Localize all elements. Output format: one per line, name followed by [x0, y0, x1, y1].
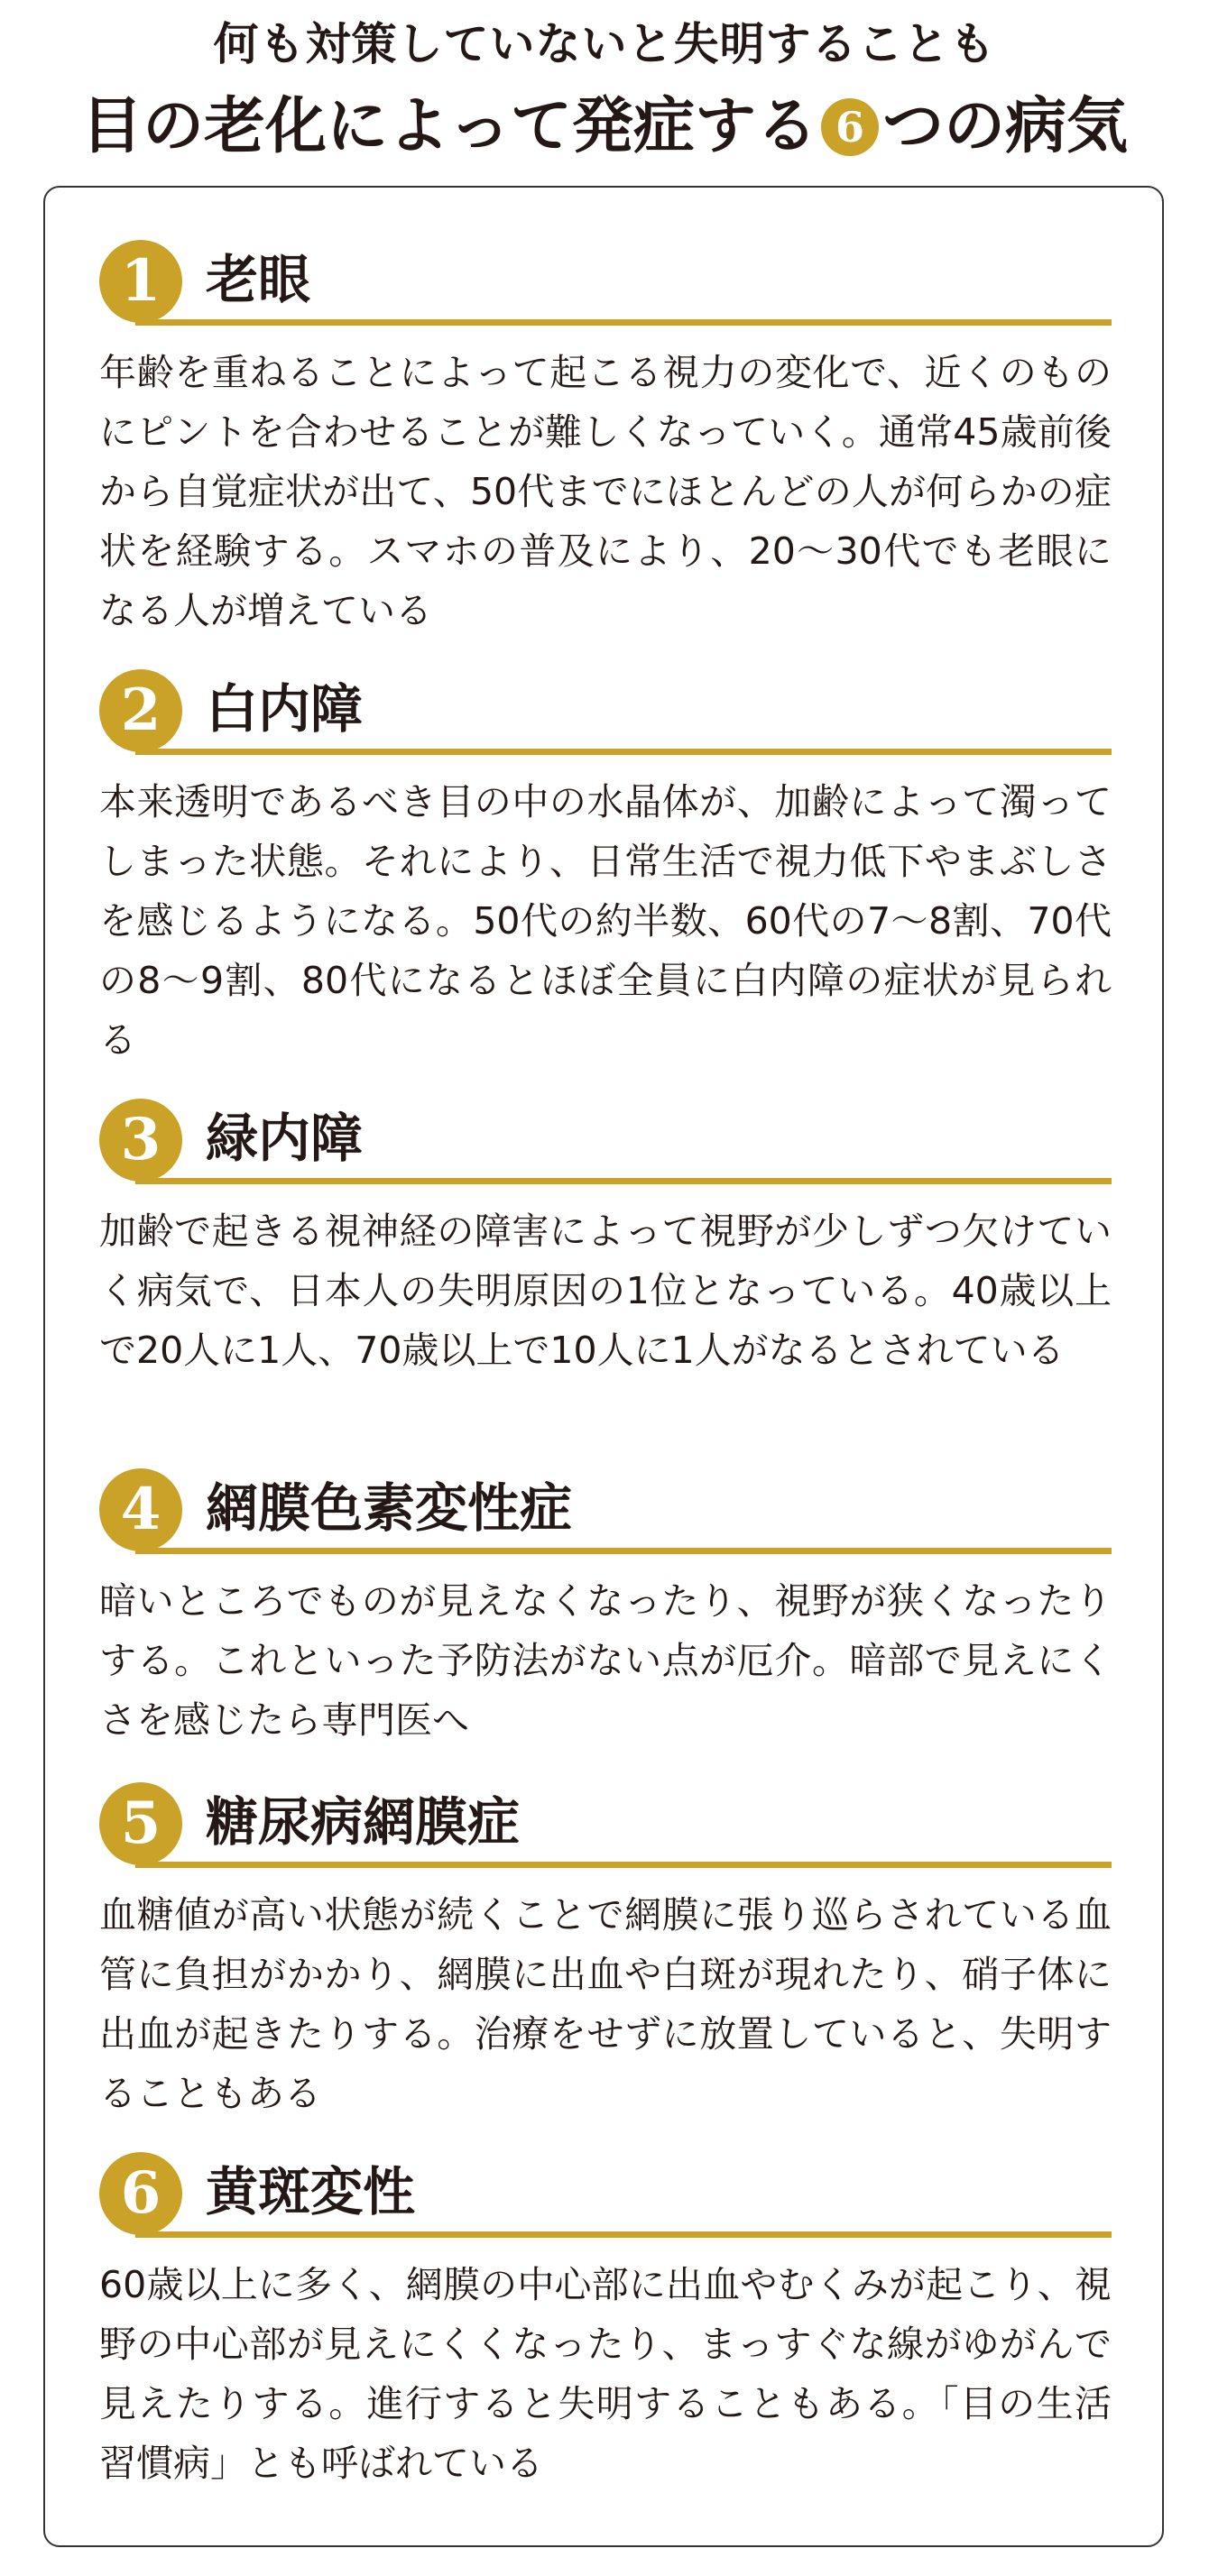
section-6 — [99, 2147, 1112, 2493]
section-5 — [99, 1777, 1112, 2123]
number-badge: 4 — [99, 1468, 182, 1551]
section-header — [99, 1777, 1112, 1871]
section-title: 黄斑変性 — [206, 2161, 416, 2222]
subtitle: 何も対策していないと失明することも — [213, 17, 996, 70]
section-3 — [99, 1093, 1112, 1380]
section-body: 血糖値が高い状態が続くことで網膜に張り巡らされている血管に負担がかかり、網膜に出血や白斑が現れたり、硝子体に出血が起きたりする。治療をせずに放置していると、失明することもある — [99, 1893, 1112, 2115]
section-body: 60歳以上に多く、網膜の中心部に出血やむくみが起こり、視野の中心部が見えにくくなったり、まっすぐな線がゆがんで見えたりする。進行すると失明することもある。「目の生活習慣病」とも呼ばれている — [99, 2263, 1112, 2485]
section-body: 本来透明であるべき目の中の水晶体が、加齢によって濁ってしまった状態。それにより、日常生活で視力低下やまぶしさを感じるようになる。50代の約半数、60代の7～8割、70代の8～9割、80代になるとほぼ全員に白内障の症状が見られる — [99, 780, 1112, 1062]
section-body: 暗いところでものが見えなくなったり、視野が狭くなったりする。これといった予防法がない点が厄介。暗部で見えにくさを感じたら専門医へ — [99, 1579, 1112, 1742]
section-4 — [99, 1463, 1112, 1750]
section-body: 加齢で起きる視神経の障害によって視野が少しずつ欠けていく病気で、日本人の失明原因の1位となっている。40歳以上で20人に1人、70歳以上で10人に1人がなるとされている — [99, 1210, 1112, 1372]
number-badge: 2 — [99, 669, 182, 752]
section-2 — [99, 664, 1112, 1070]
section-header — [99, 1463, 1112, 1557]
number-badge: 5 — [99, 1782, 182, 1865]
section-title: 緑内障 — [206, 1108, 364, 1169]
section-divider — [135, 749, 1112, 755]
section-title: 糖尿病網膜症 — [206, 1791, 521, 1853]
section-header — [99, 235, 1112, 328]
title-number-badge: 6 — [821, 98, 879, 156]
number-badge: 6 — [99, 2152, 182, 2235]
section-header — [99, 664, 1112, 758]
section-header — [99, 2147, 1112, 2240]
section-title: 白内障 — [206, 678, 364, 740]
header — [0, 0, 1209, 180]
section-1 — [99, 235, 1112, 640]
section-header — [99, 1093, 1112, 1187]
title-part-1: 目の老化によって発症する — [80, 91, 817, 162]
title-part-2: つの病気 — [882, 91, 1129, 162]
section-body: 年齢を重ねることによって起こる視力の変化で、近くのものにピントを合わせることが難しくなっていく。通常45歳前後から自覚症状が出て、50代までにほとんどの人が何らかの症状を経験する。スマホの普及により、20～30代でも老眼になる人が増えている — [99, 351, 1112, 632]
section-divider — [135, 2231, 1112, 2238]
number-badge: 3 — [99, 1099, 182, 1182]
section-title: 老眼 — [206, 249, 311, 310]
section-title: 網膜色素変性症 — [206, 1477, 573, 1539]
section-divider — [135, 319, 1112, 326]
section-divider — [135, 1862, 1112, 1868]
page-title — [0, 87, 1209, 168]
section-divider — [135, 1548, 1112, 1554]
section-divider — [135, 1178, 1112, 1184]
content-panel — [43, 186, 1164, 2547]
number-badge: 1 — [99, 240, 182, 323]
